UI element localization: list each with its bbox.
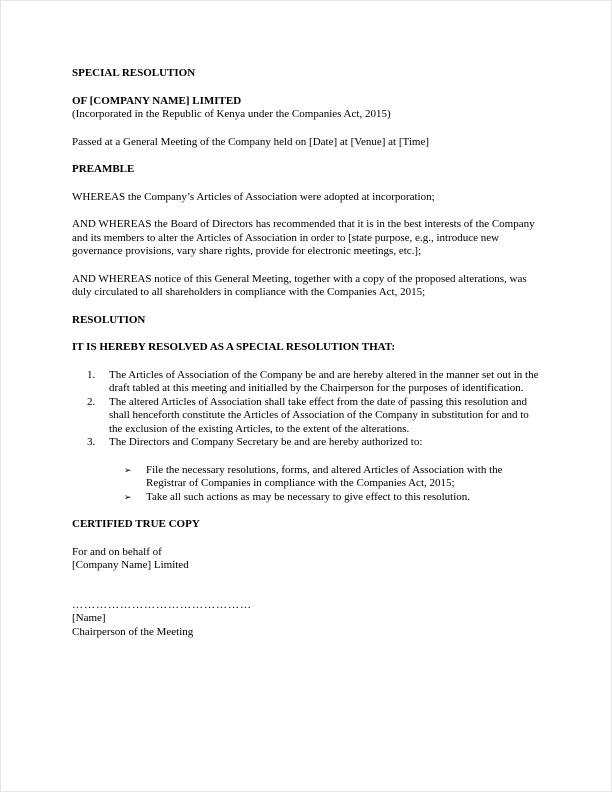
resolution-item-3 xyxy=(72,436,539,450)
resolution-item-3-text: The Directors and Company Secretary be and are hereby authorized to: xyxy=(109,436,423,448)
resolution-list xyxy=(72,369,539,450)
preamble-paragraph-3: AND WHEREAS notice of this General Meeting, together with a copy of the proposed alterations, was duly circulated to all shareholders in compliance with the Companies Act, 2015; xyxy=(72,272,527,298)
resolution-item-1-number: 1. xyxy=(87,368,96,381)
company-heading: OF [COMPANY NAME] LIMITED xyxy=(72,94,242,107)
resolution-item-1 xyxy=(72,369,539,396)
certified-true-copy-heading: CERTIFIED TRUE COPY xyxy=(72,518,200,530)
passed-line: Passed at a General Meeting of the Company held on [Date] at [Venue] at [Time] xyxy=(72,135,429,148)
behalf-line-1: For and on behalf of xyxy=(72,545,162,558)
resolution-item-3-number: 3. xyxy=(87,436,96,448)
signature-dotted-line: ……………………………………… xyxy=(72,598,252,611)
signature-block xyxy=(72,599,539,640)
resolution-item-2-number: 2. xyxy=(87,395,96,408)
resolution-heading: RESOLUTION xyxy=(72,313,146,326)
incorporation-line: (Incorporated in the Republic of Kenya under the Companies Act, 2015) xyxy=(72,108,391,120)
arrowhead-bullet-icon: ➢ xyxy=(124,491,132,502)
authorization-bullet-list xyxy=(72,464,539,505)
authorization-bullet-1-text: File the necessary resolutions, forms, and altered Articles of Association with the Registrar of Companies in compliance with the Companies Act, 2015; xyxy=(146,463,503,489)
preamble-paragraph-1: WHEREAS the Company’s Articles of Association were adopted at incorporation; xyxy=(72,190,435,203)
authorization-bullet-1 xyxy=(72,464,539,491)
resolution-item-1-text: The Articles of Association of the Company be and are hereby altered in the manner set out in the draft tabled at this meeting and initialled by the Chairperson for the purposes of identification. xyxy=(109,368,539,394)
behalf-line-2: [Company Name] Limited xyxy=(72,559,189,571)
resolved-heading: IT IS HEREBY RESOLVED AS A SPECIAL RESOLUTION THAT: xyxy=(72,341,395,353)
authorization-bullet-2 xyxy=(72,491,539,505)
behalf-block xyxy=(72,546,539,573)
authorization-bullet-2-text: Take all such actions as may be necessary to give effect to this resolution. xyxy=(146,490,471,503)
resolution-item-2 xyxy=(72,396,539,437)
arrowhead-bullet-icon: ➢ xyxy=(124,464,132,475)
company-block xyxy=(72,95,539,122)
preamble-heading: PREAMBLE xyxy=(72,163,135,175)
signatory-role: Chairperson of the Meeting xyxy=(72,625,194,638)
preamble-paragraph-2: AND WHEREAS the Board of Directors has recommended that it is in the best interests of the Company and its members to alter the Articles of Association in order to [state purpose, e.g., introduce new governance provisions, vary share rights, provide for electronic meetings, etc.]; xyxy=(72,218,535,257)
document-title: SPECIAL RESOLUTION xyxy=(72,67,196,79)
signatory-name: [Name] xyxy=(72,612,106,624)
resolution-item-2-text: The altered Articles of Association shall take effect from the date of passing this resolution and shall henceforth constitute the Articles of Association of the Company in substitution for and to the exclusion of the existing Articles, to the extent of the alterations. xyxy=(109,395,529,435)
